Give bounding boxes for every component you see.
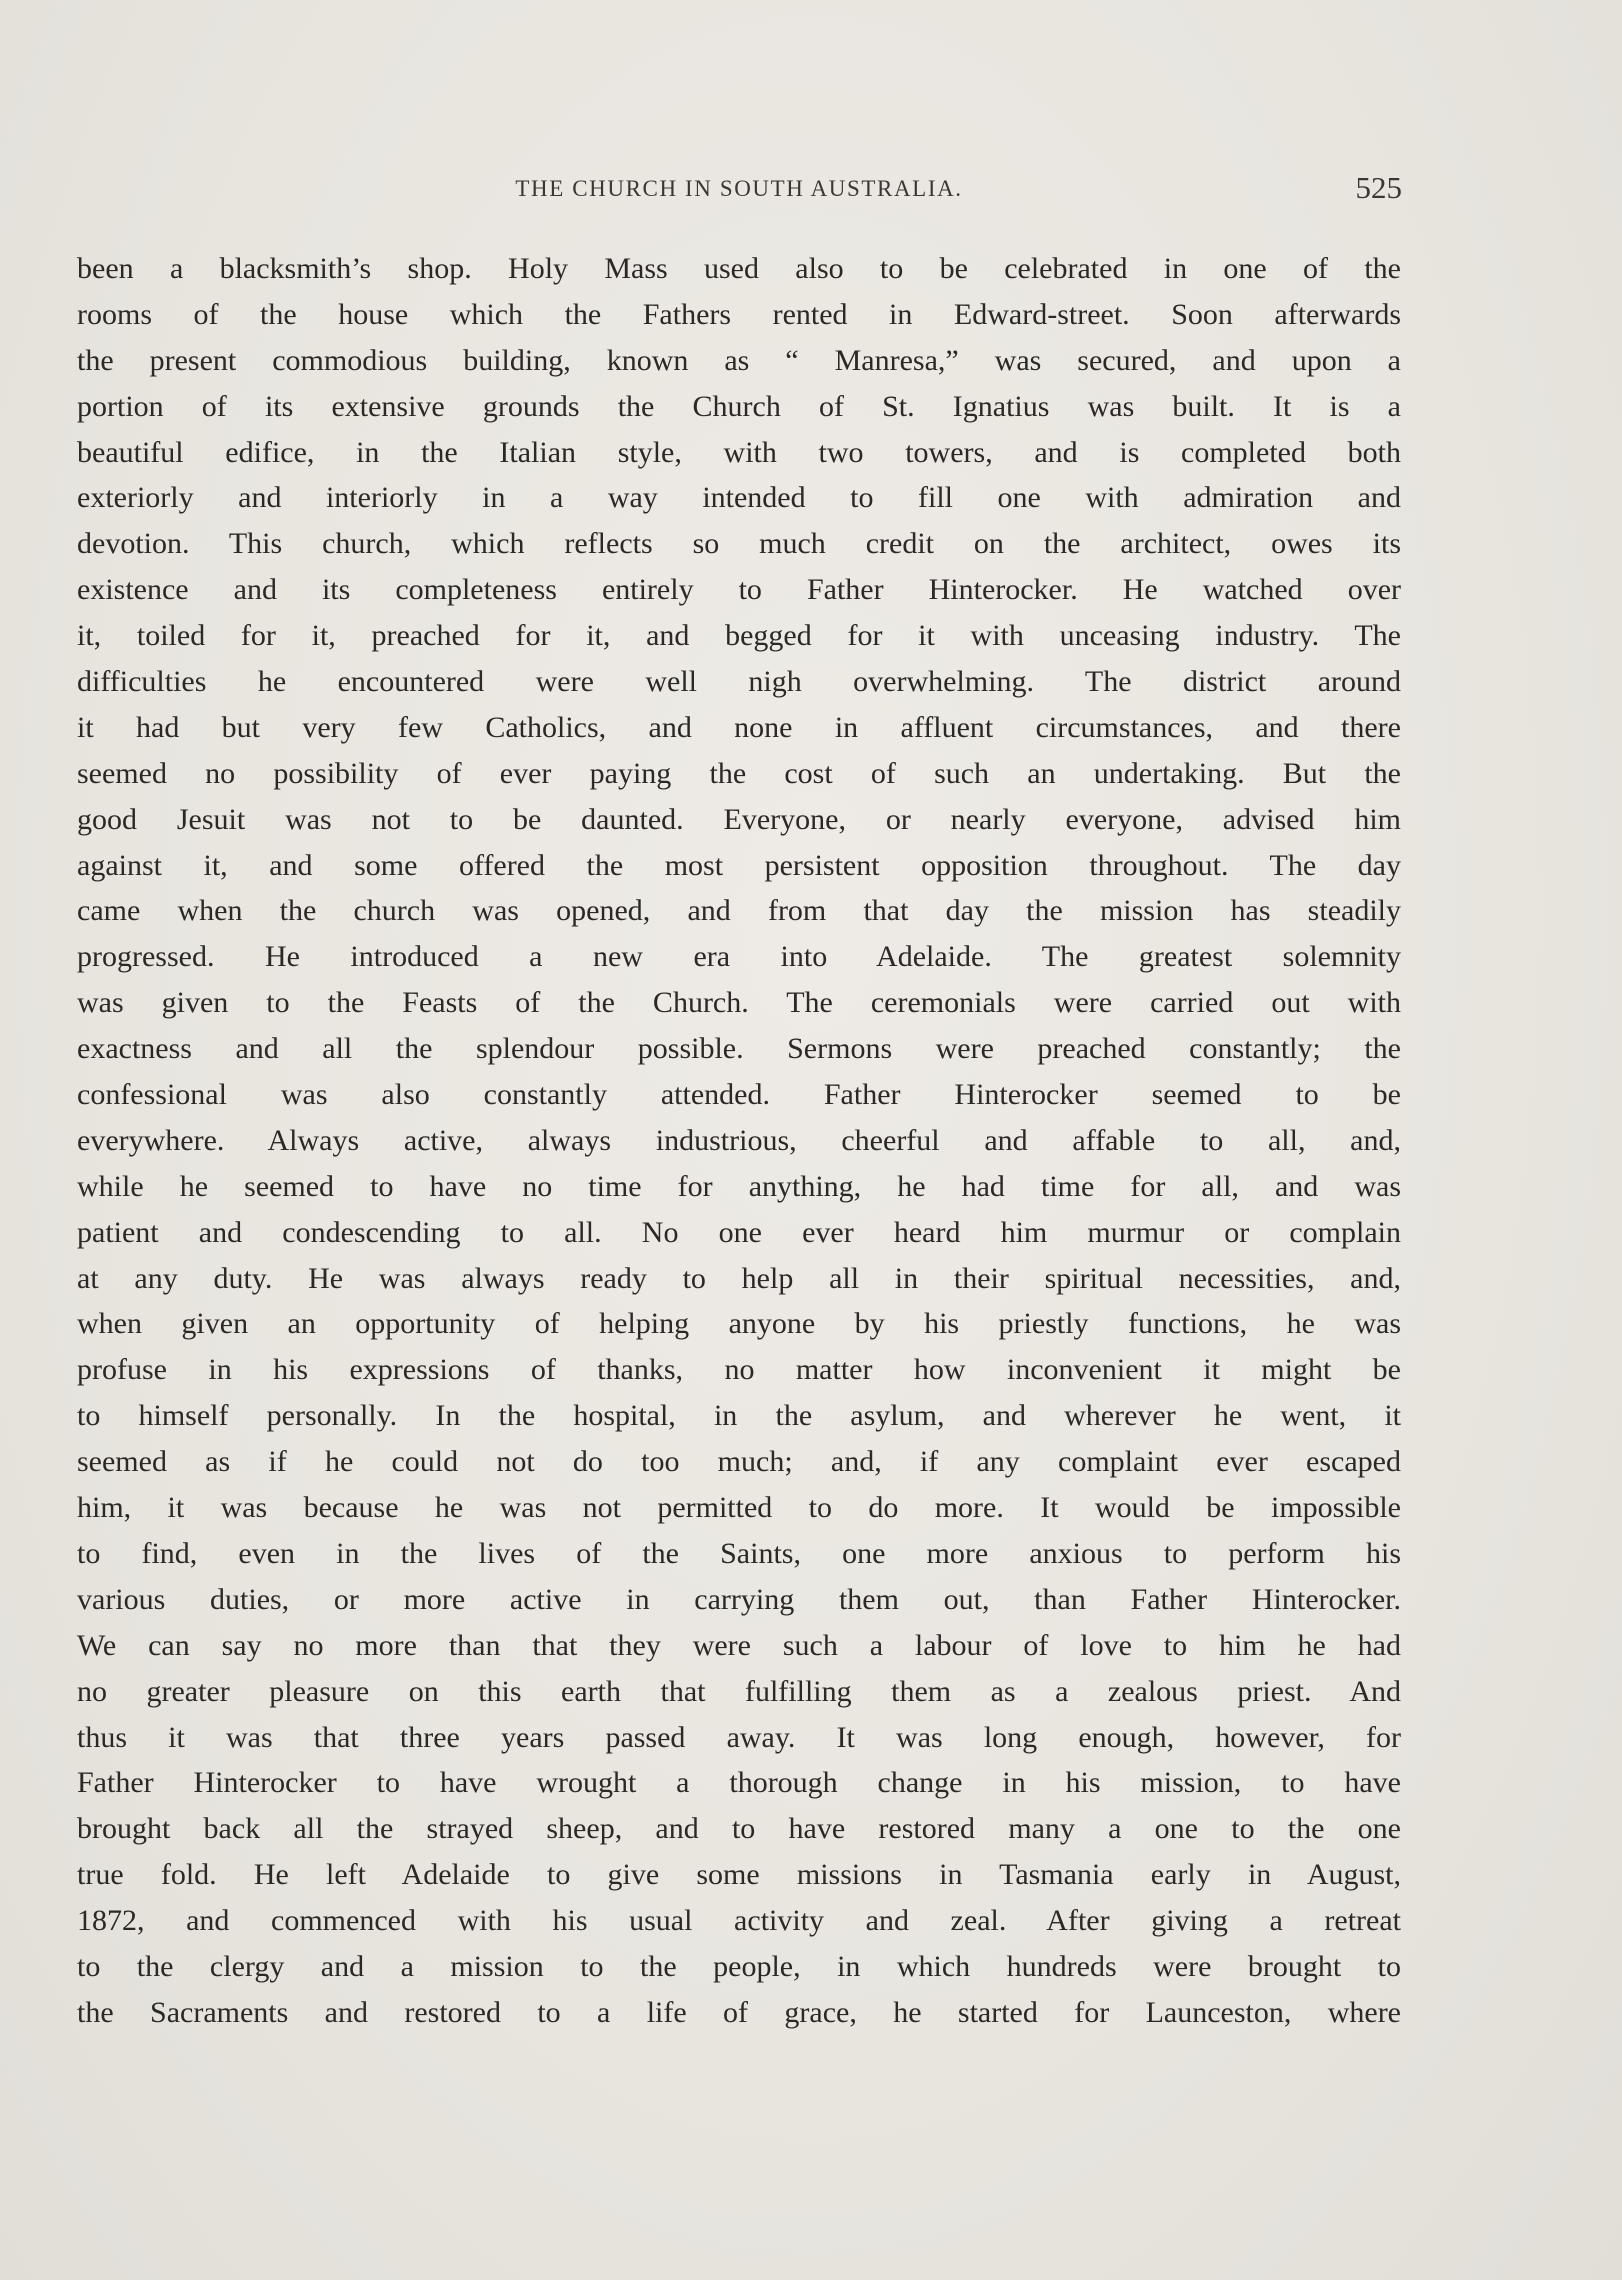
text-line: the present commodious building, known as “ Manresa,” was secured, and upon a xyxy=(77,343,1401,377)
text-line: true fold. He left Adelaide to give some missions in Tasmania early in August, xyxy=(77,1858,1401,1892)
text-line: various duties, or more active in carrying them out, than Father Hinterocker. xyxy=(77,1582,1401,1616)
text-line: when given an opportunity of helping anyone by his priestly functions, he was xyxy=(77,1307,1401,1341)
text-line: patient and condescending to all. No one ever heard him murmur or complain xyxy=(77,1215,1401,1249)
text-line: while he seemed to have no time for anything, he had time for all, and was xyxy=(77,1169,1401,1203)
text-line: exactness and all the splendour possible. Sermons were preached constantly; the xyxy=(77,1032,1401,1066)
text-line: everywhere. Always active, always industrious, cheerful and affable to all, and, xyxy=(77,1123,1401,1157)
text-line: Father Hinterocker to have wrought a thorough change in his mission, to have xyxy=(77,1766,1401,1800)
text-line: been a blacksmith’s shop. Holy Mass used also to be celebrated in one of the xyxy=(77,252,1401,285)
page-number: 525 xyxy=(1355,170,1402,205)
text-line: him, it was because he was not permitted to do more. It would be impossible xyxy=(77,1491,1401,1525)
text-line: progressed. He introduced a new era into Adelaide. The greatest solemnity xyxy=(77,940,1401,974)
text-line: thus it was that three years passed away. It was long enough, however, for xyxy=(77,1720,1401,1754)
page-header xyxy=(76,170,1402,210)
text-line: seemed no possibility of ever paying the cost of such an undertaking. But the xyxy=(77,756,1401,790)
text-line: 1872, and commenced with his usual activity and zeal. After giving a retreat xyxy=(77,1904,1401,1938)
running-title: THE CHURCH IN SOUTH AUSTRALIA. xyxy=(515,176,963,201)
text-line: difficulties he encountered were well nigh overwhelming. The district around xyxy=(77,665,1401,699)
text-line: good Jesuit was not to be daunted. Everyone, or nearly everyone, advised him xyxy=(77,802,1401,836)
text-line: the Sacraments and restored to a life of grace, he started for Launceston, where xyxy=(77,1995,1401,2029)
text-line: profuse in his expressions of thanks, no matter how inconvenient it might be xyxy=(77,1353,1401,1387)
text-line: it, toiled for it, preached for it, and begged for it with unceasing industry. The xyxy=(77,619,1401,653)
text-line: was given to the Feasts of the Church. The ceremonials were carried out with xyxy=(77,986,1401,1020)
text-line: confessional was also constantly attended. Father Hinterocker seemed to be xyxy=(77,1078,1401,1112)
text-line: to himself personally. In the hospital, in the asylum, and wherever he went, it xyxy=(77,1399,1401,1433)
text-line: devotion. This church, which reflects so much credit on the architect, owes its xyxy=(77,527,1401,561)
text-line: existence and its completeness entirely to Father Hinterocker. He watched over xyxy=(77,573,1401,607)
text-line: exteriorly and interiorly in a way intended to fill one with admiration and xyxy=(77,481,1401,515)
text-line: came when the church was opened, and from that day the mission has steadily xyxy=(77,894,1401,928)
text-line: beautiful edifice, in the Italian style, with two towers, and is completed both xyxy=(77,435,1401,469)
text-line: seemed as if he could not do too much; and, if any complaint ever escaped xyxy=(77,1445,1401,1479)
text-line: to find, even in the lives of the Saints, one more anxious to perform his xyxy=(77,1536,1401,1570)
text-line: against it, and some offered the most persistent opposition throughout. The day xyxy=(77,848,1401,882)
text-line: rooms of the house which the Fathers rented in Edward-street. Soon afterwards xyxy=(77,297,1401,331)
text-line: no greater pleasure on this earth that fulfilling them as a zealous priest. And xyxy=(77,1674,1401,1708)
text-line: at any duty. He was always ready to help all in their spiritual necessities, and, xyxy=(77,1261,1401,1295)
text-line: to the clergy and a mission to the people, in which hundreds were brought to xyxy=(77,1949,1401,1983)
body-text xyxy=(77,246,1401,2036)
text-line: brought back all the strayed sheep, and to have restored many a one to the one xyxy=(77,1812,1401,1846)
text-line: portion of its extensive grounds the Church of St. Ignatius was built. It is a xyxy=(77,389,1401,423)
text-line: We can say no more than that they were such a labour of love to him he had xyxy=(77,1628,1401,1662)
text-line: it had but very few Catholics, and none in affluent circumstances, and there xyxy=(77,710,1401,744)
